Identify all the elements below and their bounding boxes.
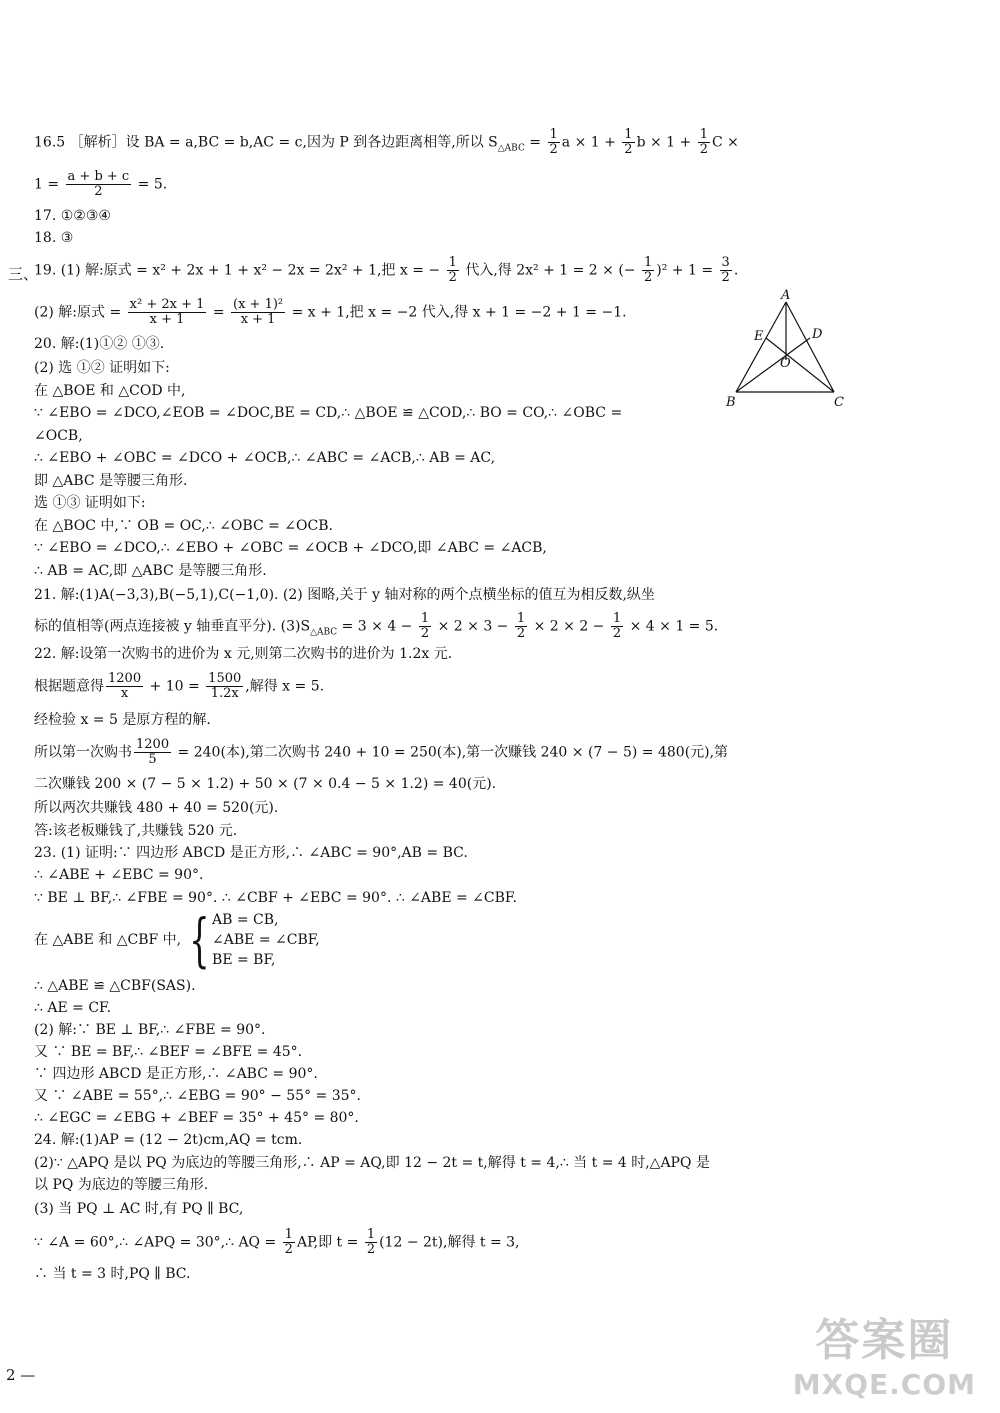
fraction: $\frac{3}{2}$	[721, 255, 730, 285]
q23-line8: 又 ∵ BE = BF,∴ ∠BEF = ∠BFE = 45°.	[34, 1044, 303, 1060]
q23-line1: 23. (1) 证明:∵ 四边形 ABCD 是正方形,∴ ∠ABC = 90°,AB = BC.	[34, 845, 468, 861]
fraction: $\frac{1}{2}$	[516, 611, 526, 641]
q24-line1: 24. 解:(1)AP = (12 − 2t)cm,AQ = tcm.	[34, 1132, 303, 1148]
q23-line9: ∵ 四边形 ABCD 是正方形,∴ ∠ABC = 90°.	[34, 1066, 318, 1082]
q18-answer: 18. ③	[34, 230, 74, 246]
q16-line2: 1 = $\frac{a + b + c}{2}$ = 5.	[34, 169, 168, 199]
fraction: $\frac{1}{2}$	[644, 255, 653, 285]
left-brace: {	[189, 906, 210, 974]
fraction: $\frac{1}{2}$	[699, 127, 708, 157]
page-number: 2 —	[6, 1366, 36, 1384]
q23-line3: ∵ BE ⊥ BF,∴ ∠FBE = 90°. ∴ ∠CBF + ∠EBC = 90°. ∴ ∠ABE = ∠CBF.	[34, 890, 517, 906]
fraction: $\frac{1}{2}$	[284, 1227, 293, 1257]
q22-line5: 二次赚钱 200 × (7 − 5 × 1.2) + 50 × (7 × 0.4 − 5 × 1.2) = 40(元).	[34, 776, 497, 792]
q20-line: ∵ ∠EBO = ∠DCO,∴ ∠EBO + ∠OBC = ∠OCB + ∠DCO,即 ∠ABC = ∠ACB,	[34, 540, 547, 556]
fraction: $\frac{a + b + c}{2}$	[67, 169, 130, 199]
q24-line4: (3) 当 PQ ⊥ AC 时,有 PQ ∥ BC,	[34, 1201, 244, 1217]
watermark-logo: 答案圈 MXQE.COM	[792, 1315, 976, 1401]
label-b: B	[726, 395, 736, 410]
q23-line2: ∴ ∠ABE + ∠EBC = 90°.	[34, 867, 204, 883]
q20-line: 在 △BOE 和 △COD 中,	[34, 383, 186, 399]
q20-line: (2) 选 ①② 证明如下:	[34, 360, 170, 376]
q24-line3: 以 PQ 为底边的等腰三角形.	[34, 1177, 209, 1193]
fraction: $\frac{\text{(x + 1)²}}{x + 1}$	[233, 297, 284, 327]
label-o: O	[780, 356, 791, 371]
q23-line6: ∴ AE = CF.	[34, 1000, 112, 1016]
q17-answer: 17. ①②③④	[34, 208, 111, 224]
fraction: $\frac{1500}{1.2x}$	[208, 671, 242, 701]
side-ac	[786, 302, 834, 392]
q23-line10: 又 ∵ ∠ABE = 55°,∴ ∠EBG = 90° − 55° = 35°.	[34, 1088, 361, 1104]
fraction: $\frac{1}{2}$	[624, 127, 633, 157]
q16-line1: 16.5 ［解析］设 BA = a,BC = b,AC = c,因为 P 到各边距离相等,所以 $S_{\triangle ABC}$ = $\frac{1}{2}$ a × 1 + $\frac{1}{2}$ b × 1 + $\frac{1}{2}$ C ×	[34, 127, 739, 157]
q20-line: 即 △ABC 是等腰三角形.	[34, 473, 188, 489]
fraction: $\frac{1}{2}$	[448, 255, 457, 285]
q22-line4: 所以第一次购书 $\frac{1200}{5}$ = 240(本),第二次购书 240 + 10 = 250(本),第一次赚钱 240 × (7 − 5) = 480(元),第	[34, 737, 729, 767]
q19-part2: (2) 解:原式 = $\frac{\text{x² + 2x + 1}}{x + 1}$ = $\frac{\text{(x + 1)²}}{x + 1}$ = x + 1,把 x = −2 代入,得 x + 1 = −2 + 1 = −1.	[34, 297, 627, 327]
label-c: C	[834, 395, 844, 410]
q23-line11: ∴ ∠EGC = ∠EBG + ∠BEF = 35° + 45° = 80°.	[34, 1110, 359, 1126]
label-e: E	[754, 329, 764, 344]
q20-line: 在 △BOC 中,∵ OB = OC,∴ ∠OBC = ∠OCB.	[34, 518, 333, 534]
fraction: $\frac{1}{2}$	[549, 127, 558, 157]
fraction: $\frac{1}{2}$	[612, 611, 622, 641]
q23-line4: 在 △ABE 和 △CBF 中, { AB = CB, ∠ABE = ∠CBF, BE = BF,	[34, 906, 320, 974]
q24-line5: ∵ ∠A = 60°,∴ ∠APQ = 30°,∴ AQ = $\frac{1}{2}$ AP,即 t = $\frac{1}{2}$ (12 − 2t),解得 t = 3,	[34, 1227, 520, 1257]
segment-be-to-c	[736, 338, 810, 392]
label-d: D	[812, 327, 823, 342]
fraction: $\frac{\text{x² + 2x + 1}}{x + 1}$	[129, 297, 205, 327]
fraction: $\frac{1}{2}$	[420, 611, 430, 641]
q20-line: ∵ ∠EBO = ∠DCO,∠EOB = ∠DOC,BE = CD,∴ △BOE ≌ △COD,∴ BO = CO,∴ ∠OBC =	[34, 405, 623, 421]
fraction: $\frac{1200}{5}$	[136, 737, 170, 767]
q19-part1: 19. (1) 解:原式 = x² + 2x + 1 + x² − 2x = 2x² + 1,把 x = − $\frac{1}{2}$ 代入,得 2x² + 1 = 2 × (− $\frac{1}{2}$ )² + 1 = $\frac{3}{2}$ .	[34, 255, 739, 285]
q20-line: 20. 解:(1)①② ①③.	[34, 336, 165, 352]
fraction: $\frac{1}{2}$	[366, 1227, 376, 1257]
q22-line3: 经检验 x = 5 是原方程的解.	[34, 712, 211, 728]
q24-line2: (2)∵ △APQ 是以 PQ 为底边的等腰三角形,∴ AP = AQ,即 12 − 2t = t,解得 t = 4,∴ 当 t = 4 时,△APQ 是	[34, 1155, 710, 1171]
triangle-figure	[722, 288, 852, 413]
segment-ce-to-b	[766, 338, 834, 392]
q20-line: ∴ ∠EBO + ∠OBC = ∠DCO + ∠OCB,∴ ∠ABC = ∠ACB,∴ AB = AC,	[34, 450, 496, 466]
section-mark: 三、	[8, 265, 39, 283]
q20-line: ∠OCB,	[34, 428, 83, 444]
q21-line1: 21. 解:(1)A(−3,3),B(−5,1),C(−1,0). (2) 图略,关于 y 轴对称的两个点横坐标的值互为相反数,纵坐	[34, 587, 655, 603]
brace-conditions: AB = CB, ∠ABE = ∠CBF, BE = BF,	[212, 912, 320, 968]
q23-line7: (2) 解:∵ BE ⊥ BF,∴ ∠FBE = 90°.	[34, 1022, 266, 1038]
q22-line1: 22. 解:设第一次购书的进价为 x 元,则第二次购书的进价为 1.2x 元.	[34, 646, 453, 662]
fraction: $\frac{1200}{x}$	[108, 671, 142, 701]
q23-line5: ∴ △ABE ≌ △CBF(SAS).	[34, 978, 196, 994]
q24-line6: ∴ 当 t = 3 时,PQ ∥ BC.	[34, 1266, 191, 1282]
side-ab	[736, 302, 786, 392]
q22-line2: 根据题意得 $\frac{1200}{x}$ + 10 = $\frac{1500}{1.2x}$ ,解得 x = 5.	[34, 671, 325, 701]
label-a: A	[781, 288, 791, 303]
q21-line2: 标的值相等(两点连接被 y 轴垂直平分). $(3)S_{\triangle ABC} = 3 \times 4$ − $\frac{1}{2}$ × 2 × 3 − $\frac{1}{2}$ × 2 × 2 − $\frac{1}{2}$ × 4 × 1 = 5.	[34, 611, 719, 641]
q22-line7: 答:该老板赚钱了,共赚钱 520 元.	[34, 823, 238, 839]
q22-line6: 所以两次共赚钱 480 + 40 = 520(元).	[34, 800, 279, 816]
q20-line: ∴ AB = AC,即 △ABC 是等腰三角形.	[34, 563, 267, 579]
q20-line: 选 ①③ 证明如下:	[34, 495, 146, 511]
